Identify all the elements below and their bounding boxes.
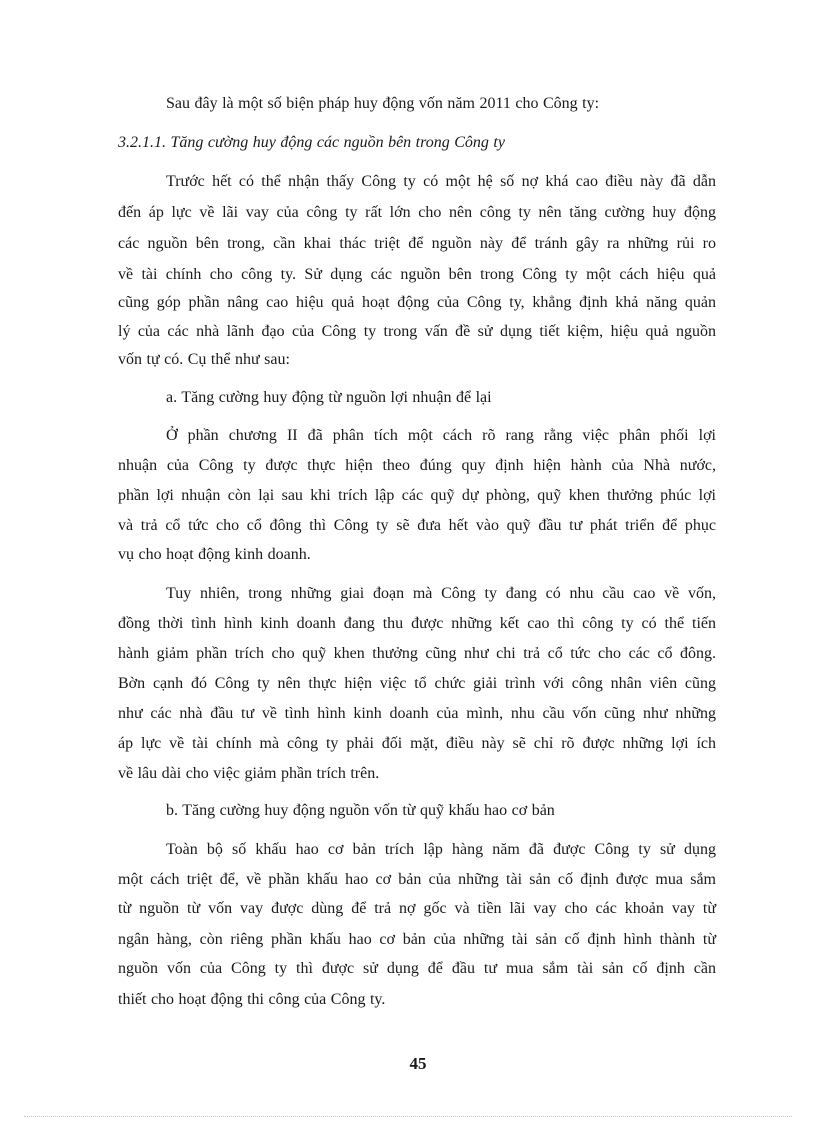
paragraph-1-line: Trước hết có thể nhận thấy Công ty có một hệ số nợ khá cao điều này đã dẫn <box>166 173 716 190</box>
paragraph-3-line: đồng thời tình hình kinh doanh đang thu được những kết cao thì công ty có thể tiến <box>118 615 716 632</box>
paragraph-3-line: như các nhà đầu tư về tình hình kinh doanh của mình, nhu cầu vốn cũng như những <box>118 705 716 722</box>
paragraph-4-line: thiết cho hoạt động thi công của Công ty. <box>118 991 386 1008</box>
paragraph-4-line: một cách triệt để, về phần khấu hao cơ bản của những tài sản cố định được mua sắm <box>118 871 716 888</box>
paragraph-1-line: đến áp lực về lãi vay của công ty rất lớn cho nên công ty nên tăng cường huy động <box>118 204 716 221</box>
paragraph-2-line: vụ cho hoạt động kinh doanh. <box>118 546 311 563</box>
paragraph-3-line: Tuy nhiên, trong những giai đoạn mà Công ty đang có nhu cầu cao về vốn, <box>166 585 716 602</box>
paragraph-2-line: phần lợi nhuận còn lại sau khi trích lập các quỹ dự phòng, quỹ khen thưởng phúc lợi <box>118 487 716 504</box>
paragraph-1-line: lý của các nhà lãnh đạo của Công ty trong vấn đề sử dụng tiết kiệm, hiệu quả nguồn <box>118 323 716 340</box>
intro-line: Sau đây là một số biện pháp huy động vốn năm 2011 cho Công ty: <box>166 95 600 112</box>
paragraph-4-line: ngân hàng, còn riêng phần khấu hao cơ bản của những tài sản cố định hình thành từ <box>118 931 716 948</box>
page-number: 45 <box>409 1054 427 1073</box>
paragraph-1-line: các nguồn bên trong, cần khai thác triệt để nguồn này để tránh gây ra những rủi ro <box>118 235 716 252</box>
paragraph-2-line: Ở phần chương II đã phân tích một cách rõ rang rằng việc phân phối lợi <box>166 427 716 444</box>
paragraph-4-line: Toàn bộ số khấu hao cơ bản trích lập hàng năm đã được Công ty sử dụng <box>166 841 716 858</box>
paragraph-4-line: từ nguồn từ vốn vay được dùng để trả nợ gốc và tiền lãi vay cho các khoản vay từ <box>118 900 716 917</box>
footer-divider <box>24 1116 792 1117</box>
section-heading: 3.2.1.1. Tăng cường huy động các nguồn bên trong Công ty <box>118 134 505 151</box>
paragraph-4-line: nguồn vốn của Công ty thì được sử dụng để đầu tư mua sắm tài sản cố định cần <box>118 960 716 977</box>
subheading-a: a. Tăng cường huy động từ nguồn lợi nhuận để lại <box>166 389 492 406</box>
paragraph-2-line: nhuận của Công ty được thực hiện theo đúng quy định hiện hành của Nhà nước, <box>118 457 716 474</box>
paragraph-1-line: về tài chính cho công ty. Sử dụng các nguồn bên trong Công ty một cách hiệu quả <box>118 266 716 283</box>
subheading-b: b. Tăng cường huy động nguồn vốn từ quỹ khấu hao cơ bản <box>166 802 555 819</box>
paragraph-1-line: vốn tự có. Cụ thể như sau: <box>118 351 290 368</box>
paragraph-3-line: Bờn cạnh đó Công ty nên thực hiện việc tổ chức giải trình với công nhân viên cũng <box>118 675 716 692</box>
paragraph-3-line: áp lực về tài chính mà công ty phải đối mặt, điều này sẽ chỉ rõ được những lợi ích <box>118 735 716 752</box>
paragraph-2-line: và trả cổ tức cho cổ đông thì Công ty sẽ đưa hết vào quỹ đầu tư phát triển để phục <box>118 517 716 534</box>
paragraph-3-line: về lâu dài cho việc giảm phần trích trên. <box>118 765 380 782</box>
paragraph-1-line: cũng góp phần nâng cao hiệu quả hoạt động của Công ty, khẳng định khả năng quản <box>118 294 716 311</box>
paragraph-3-line: hành giảm phần trích cho quỹ khen thưởng cũng như chi trả cổ tức cho các cổ đông. <box>118 645 716 662</box>
